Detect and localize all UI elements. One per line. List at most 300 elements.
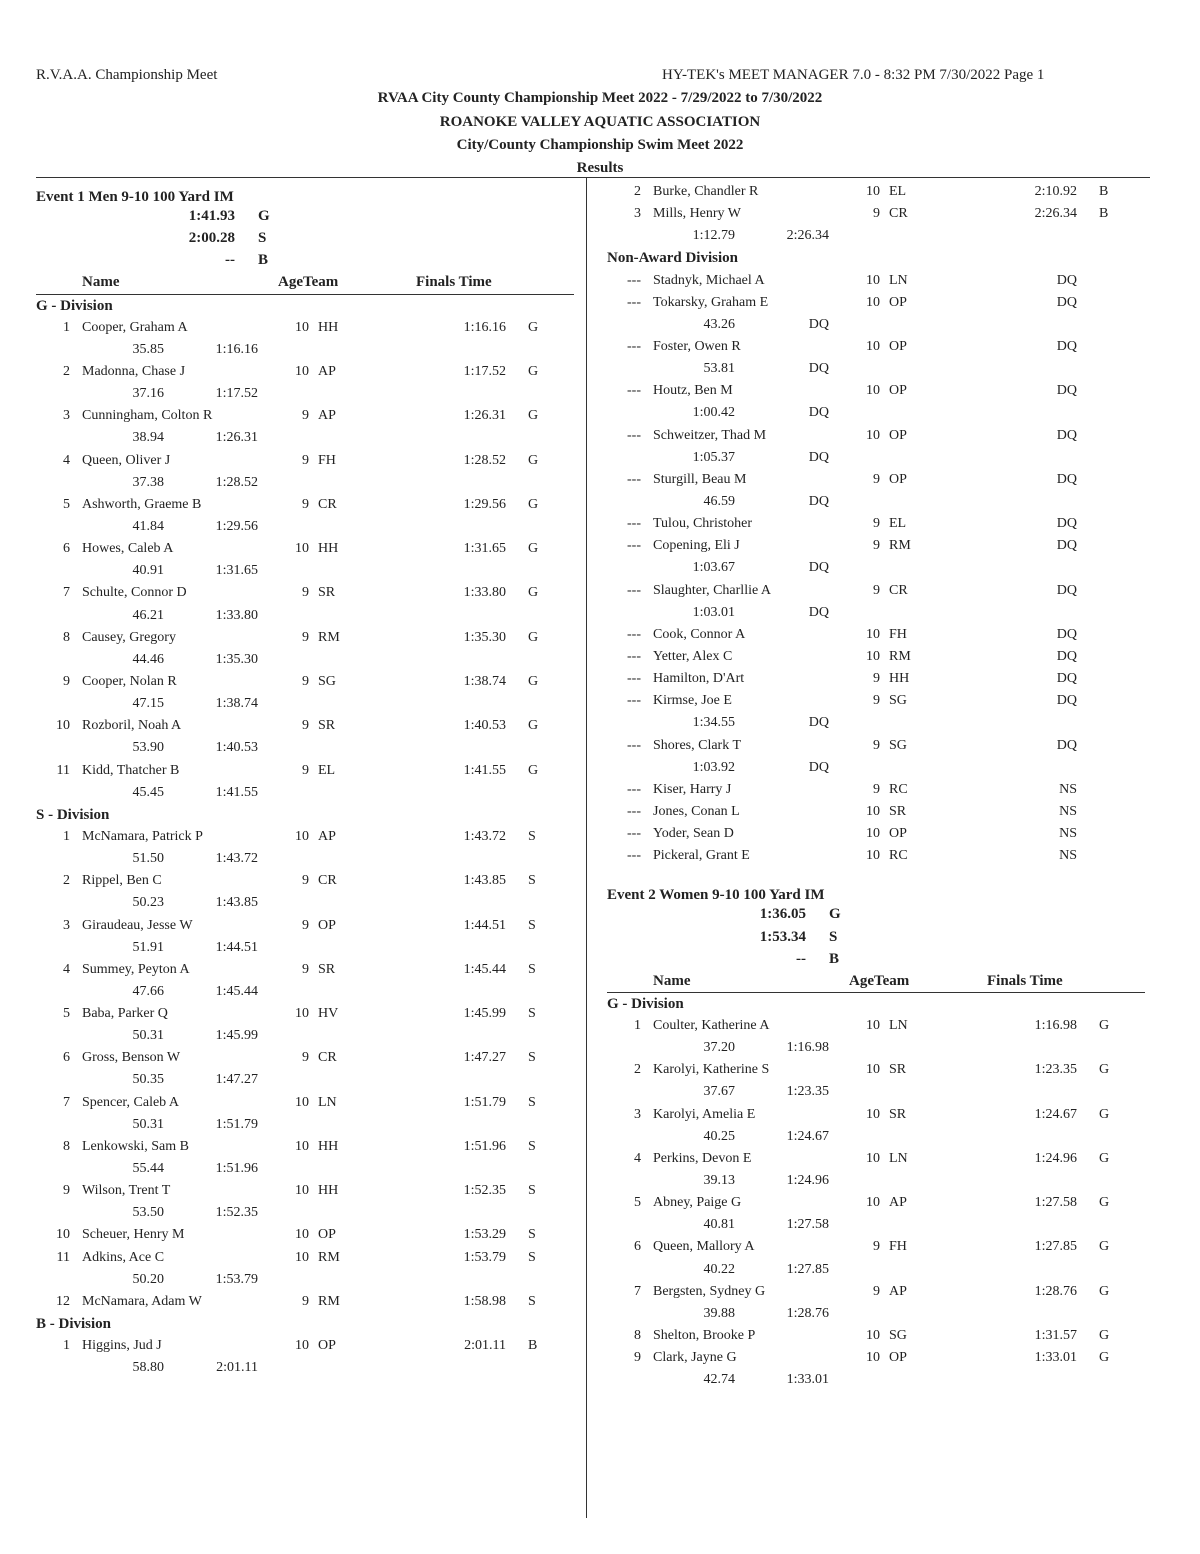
team-code: CR <box>889 582 908 598</box>
swimmer-age: 10 <box>295 1249 309 1265</box>
finals-time: DQ <box>1056 338 1077 354</box>
team-code: CR <box>318 1050 337 1066</box>
split-row <box>36 892 576 914</box>
cumulative-time: 1:24.67 <box>786 1128 829 1144</box>
split-row <box>607 1170 1152 1192</box>
standard-achieved: G <box>528 762 539 778</box>
split-time: 41.84 <box>132 518 164 534</box>
cumulative-time: DQ <box>808 604 829 620</box>
team-code: LN <box>889 1018 908 1034</box>
cumulative-time: 1:43.85 <box>215 895 258 911</box>
division-title: Non-Award Division <box>607 250 738 267</box>
standard-achieved: B <box>1099 206 1109 222</box>
split-row <box>607 602 1152 624</box>
result-row <box>36 317 576 339</box>
swimmer-name: Tulou, Christoher <box>653 516 753 532</box>
swimmer-age: 9 <box>302 452 309 468</box>
result-row <box>607 535 1152 557</box>
result-row <box>607 380 1152 402</box>
team-code: RM <box>318 1293 340 1309</box>
swimmer-name: Tokarsky, Graham E <box>653 294 769 310</box>
result-row <box>607 1015 1152 1037</box>
team-code: FH <box>318 452 336 468</box>
swimmer-name: Kirmse, Joe E <box>653 693 732 709</box>
swimmer-name: Mills, Henry W <box>653 206 742 222</box>
place: 7 <box>634 1283 641 1299</box>
split-row <box>607 757 1152 779</box>
column-header-row <box>607 970 1145 993</box>
standard-code: S <box>829 928 838 945</box>
swimmer-name: Gross, Benson W <box>82 1050 181 1066</box>
place: 5 <box>634 1195 641 1211</box>
split-time: 1:03.67 <box>692 560 735 576</box>
split-row <box>607 1037 1152 1059</box>
finals-time: 2:01.11 <box>464 1338 506 1354</box>
standard-achieved: G <box>528 496 539 512</box>
swimmer-name: Shelton, Brooke P <box>653 1328 756 1344</box>
place: 3 <box>63 408 70 424</box>
spacer <box>607 867 1152 879</box>
team-code: HH <box>318 541 339 557</box>
place: --- <box>627 803 641 819</box>
split-time: 35.85 <box>132 341 164 357</box>
team-code: SR <box>318 718 336 734</box>
finals-time: DQ <box>1056 582 1077 598</box>
cumulative-time: 1:16.16 <box>215 341 258 357</box>
place: --- <box>627 848 641 864</box>
split-row <box>607 1369 1152 1391</box>
split-row <box>36 981 576 1003</box>
place: 12 <box>56 1293 70 1309</box>
finals-time: DQ <box>1056 538 1077 554</box>
division-heading <box>607 247 1152 269</box>
finals-time: 1:45.99 <box>463 1006 506 1022</box>
swimmer-name: Yetter, Alex C <box>653 648 733 664</box>
place: 10 <box>56 1227 70 1243</box>
cumulative-time: DQ <box>808 715 829 731</box>
result-row <box>36 715 576 737</box>
place: 6 <box>63 541 70 557</box>
event-title: Event 1 Men 9-10 100 Yard IM <box>36 189 234 205</box>
swimmer-age: 9 <box>873 471 880 487</box>
swimmer-name: Schweitzer, Thad M <box>653 427 767 443</box>
standard-time: -- <box>225 252 235 269</box>
split-time: 50.23 <box>132 895 164 911</box>
swimmer-age: 10 <box>295 1138 309 1154</box>
team-code: AP <box>889 1195 907 1211</box>
swimmer-age: 10 <box>866 1106 880 1122</box>
split-time: 1:03.92 <box>692 759 735 775</box>
team-code: HH <box>318 1138 339 1154</box>
standard-achieved: G <box>528 718 539 734</box>
swimmer-name: Queen, Mallory A <box>653 1239 755 1255</box>
cumulative-time: DQ <box>808 560 829 576</box>
team-code: OP <box>318 917 336 933</box>
team-code: RM <box>318 629 340 645</box>
finals-time: DQ <box>1056 383 1077 399</box>
swimmer-age: 10 <box>866 626 880 642</box>
swimmer-age: 9 <box>302 873 309 889</box>
event-heading <box>607 879 1152 903</box>
software-page-info: HY-TEK's MEET MANAGER 7.0 - 8:32 PM 7/30/2022 Page 1 <box>662 67 1045 83</box>
standard-achieved: S <box>528 961 536 977</box>
swimmer-name: Slaughter, Charllie A <box>653 582 772 598</box>
swimmer-name: Rozboril, Noah A <box>82 718 182 734</box>
split-time: 50.31 <box>132 1116 164 1132</box>
division-title: G - Division <box>36 297 113 314</box>
standard-time: 1:53.34 <box>759 928 806 945</box>
finals-time: 1:58.98 <box>463 1293 506 1309</box>
cumulative-time: DQ <box>808 316 829 332</box>
swimmer-name: Abney, Paige G <box>653 1195 742 1211</box>
swimmer-age: 9 <box>302 718 309 734</box>
swimmer-name: Madonna, Chase J <box>82 363 186 379</box>
standard-achieved: S <box>528 1183 536 1199</box>
result-row <box>607 1347 1152 1369</box>
team-code: EL <box>889 184 907 199</box>
split-time: 55.44 <box>132 1161 164 1177</box>
split-time: 40.25 <box>703 1128 735 1144</box>
swimmer-name: Karolyi, Amelia E <box>653 1106 756 1122</box>
swimmer-age: 9 <box>302 762 309 778</box>
place: --- <box>627 471 641 487</box>
swimmer-age: 10 <box>866 272 880 288</box>
team-code: SG <box>318 673 336 689</box>
qualifying-standard <box>607 926 1152 948</box>
place: 2 <box>634 1062 641 1078</box>
swimmer-age: 10 <box>295 363 309 379</box>
swimmer-name: Lenkowski, Sam B <box>82 1138 189 1154</box>
place: 6 <box>63 1050 70 1066</box>
column-ageteam-header: AgeTeam <box>278 274 339 291</box>
finals-time: 1:24.67 <box>1034 1106 1077 1122</box>
standard-time: 1:41.93 <box>188 208 235 224</box>
team-code: FH <box>889 626 907 642</box>
standard-achieved: G <box>528 673 539 689</box>
swimmer-age: 10 <box>866 1328 880 1344</box>
finals-time: 2:26.34 <box>1034 206 1077 222</box>
place: --- <box>627 272 641 288</box>
finals-time: 1:26.31 <box>463 408 506 424</box>
place: 3 <box>634 1106 641 1122</box>
swimmer-name: Clark, Jayne G <box>653 1350 737 1366</box>
finals-time: 1:16.16 <box>463 319 506 335</box>
standard-achieved: G <box>1099 1239 1110 1255</box>
result-row <box>607 1059 1152 1081</box>
finals-time: DQ <box>1056 626 1077 642</box>
finals-time: 1:31.65 <box>463 541 506 557</box>
swimmer-age: 9 <box>873 206 880 222</box>
finals-time: 1:23.35 <box>1034 1062 1077 1078</box>
finals-time: 1:53.29 <box>463 1227 506 1243</box>
result-row <box>607 624 1152 646</box>
place: 4 <box>63 452 70 468</box>
swimmer-age: 10 <box>295 319 309 335</box>
finals-time: 1:44.51 <box>463 917 506 933</box>
result-row <box>607 1281 1152 1303</box>
swimmer-name: Burke, Chandler R <box>653 184 759 199</box>
finals-time: 1:45.44 <box>463 961 506 977</box>
cumulative-time: 2:01.11 <box>216 1360 258 1376</box>
swimmer-name: Stadnyk, Michael A <box>653 272 765 288</box>
result-row <box>607 646 1152 668</box>
cumulative-time: 1:35.30 <box>215 651 258 667</box>
team-code: SR <box>889 1062 907 1078</box>
division-title: S - Division <box>36 806 110 823</box>
column-finals-header: Finals Time <box>987 972 1063 989</box>
split-time: 37.20 <box>703 1040 735 1056</box>
split-time: 40.81 <box>703 1217 735 1233</box>
swimmer-age: 9 <box>302 585 309 601</box>
swimmer-age: 10 <box>295 1338 309 1354</box>
split-time: 1:00.42 <box>692 405 735 421</box>
team-code: AP <box>318 408 336 424</box>
finals-time: 1:27.85 <box>1034 1239 1077 1255</box>
team-code: OP <box>889 826 907 842</box>
place: 1 <box>634 1018 641 1034</box>
cumulative-time: DQ <box>808 759 829 775</box>
team-code: CR <box>318 873 337 889</box>
swimmer-name: Cunningham, Colton R <box>82 408 213 424</box>
cumulative-time: DQ <box>808 361 829 377</box>
result-row <box>607 270 1152 292</box>
finals-time: NS <box>1059 803 1077 819</box>
column-ageteam-header: AgeTeam <box>849 972 910 989</box>
split-row <box>607 314 1152 336</box>
standard-achieved: G <box>1099 1018 1110 1034</box>
finals-time: 1:35.30 <box>463 629 506 645</box>
finals-time: 1:31.57 <box>1034 1328 1077 1344</box>
team-code: OP <box>889 427 907 443</box>
standard-achieved: G <box>1099 1062 1110 1078</box>
cumulative-time: 1:26.31 <box>215 430 258 446</box>
place: 3 <box>63 917 70 933</box>
split-time: 50.35 <box>132 1072 164 1088</box>
swimmer-name: Copening, Eli J <box>653 538 740 554</box>
split-row <box>607 447 1152 469</box>
team-code: EL <box>318 762 336 778</box>
swimmer-name: Coulter, Katherine A <box>653 1018 770 1034</box>
finals-time: DQ <box>1056 693 1077 709</box>
team-code: LN <box>318 1094 337 1110</box>
swimmer-age: 9 <box>302 496 309 512</box>
place: 1 <box>63 828 70 844</box>
right-results-column <box>607 181 1152 1391</box>
swim-meet-title: City/County Championship Swim Meet 2022 <box>456 137 744 153</box>
cumulative-time: DQ <box>808 405 829 421</box>
result-row <box>607 845 1152 867</box>
place: 9 <box>63 1183 70 1199</box>
place: --- <box>627 671 641 687</box>
split-row <box>607 1126 1152 1148</box>
team-code: SR <box>889 1106 907 1122</box>
qualifying-standard <box>36 249 576 271</box>
swimmer-age: 10 <box>295 1094 309 1110</box>
swimmer-age: 10 <box>295 1183 309 1199</box>
cumulative-time: 1:33.01 <box>786 1372 829 1388</box>
place: --- <box>627 826 641 842</box>
place: 8 <box>634 1328 641 1344</box>
team-code: LN <box>889 1150 908 1166</box>
place: --- <box>627 781 641 797</box>
standard-achieved: S <box>528 1293 536 1309</box>
result-row <box>607 469 1152 491</box>
swimmer-age: 10 <box>866 427 880 443</box>
standard-achieved: G <box>528 541 539 557</box>
split-row <box>607 491 1152 513</box>
split-time: 53.50 <box>132 1205 164 1221</box>
result-row <box>607 1192 1152 1214</box>
swimmer-age: 10 <box>866 1195 880 1211</box>
split-row <box>36 605 576 627</box>
place: --- <box>627 582 641 598</box>
standard-time: 1:36.05 <box>759 906 806 923</box>
standard-achieved: B <box>528 1338 538 1354</box>
team-code: AP <box>318 363 336 379</box>
swimmer-age: 9 <box>302 917 309 933</box>
swimmer-age: 9 <box>873 538 880 554</box>
standard-code: G <box>829 906 841 923</box>
place: --- <box>627 338 641 354</box>
finals-time: 1:52.35 <box>463 1183 506 1199</box>
cumulative-time: DQ <box>808 449 829 465</box>
swimmer-name: Perkins, Devon E <box>653 1150 752 1166</box>
finals-time: DQ <box>1056 427 1077 443</box>
team-code: OP <box>889 338 907 354</box>
cumulative-time: 1:24.96 <box>786 1173 829 1189</box>
cumulative-time: 1:45.44 <box>215 983 258 999</box>
standard-achieved: G <box>528 585 539 601</box>
cumulative-time: 1:45.99 <box>215 1028 258 1044</box>
place: 11 <box>56 762 70 778</box>
team-code: OP <box>318 1338 336 1354</box>
cumulative-time: 2:26.34 <box>786 228 829 244</box>
swimmer-name: Howes, Caleb A <box>82 541 174 557</box>
cumulative-time: 1:33.80 <box>215 607 258 623</box>
finals-time: 1:28.76 <box>1034 1283 1077 1299</box>
team-code: SG <box>889 693 907 709</box>
result-row <box>607 690 1152 712</box>
place: --- <box>627 294 641 310</box>
finals-time: DQ <box>1056 294 1077 310</box>
split-row <box>607 225 1152 247</box>
swimmer-age: 9 <box>302 629 309 645</box>
cumulative-time: DQ <box>808 493 829 509</box>
swimmer-name: Kidd, Thatcher B <box>82 762 180 778</box>
place: 2 <box>63 873 70 889</box>
place: 8 <box>63 629 70 645</box>
result-row <box>607 668 1152 690</box>
swimmer-name: Summey, Peyton A <box>82 961 190 977</box>
swimmer-age: 10 <box>866 1150 880 1166</box>
cumulative-time: 1:27.85 <box>786 1261 829 1277</box>
qualifying-standard <box>36 227 576 249</box>
team-code: SR <box>889 803 907 819</box>
result-row <box>607 735 1152 757</box>
split-time: 37.67 <box>703 1084 735 1100</box>
result-row <box>607 203 1152 225</box>
column-name-header: Name <box>82 274 120 291</box>
standard-achieved: G <box>1099 1106 1110 1122</box>
place: 6 <box>634 1239 641 1255</box>
team-code: RC <box>889 848 908 864</box>
team-code: RC <box>889 781 908 797</box>
finals-time: NS <box>1059 848 1077 864</box>
team-code: OP <box>889 294 907 310</box>
standard-achieved: S <box>528 1050 536 1066</box>
finals-time: NS <box>1059 781 1077 797</box>
split-time: 46.59 <box>703 493 735 509</box>
finals-time: 1:16.98 <box>1034 1018 1077 1034</box>
finals-time: NS <box>1059 826 1077 842</box>
cumulative-time: 1:47.27 <box>215 1072 258 1088</box>
place: 3 <box>634 206 641 222</box>
team-code: HH <box>318 1183 339 1199</box>
result-row <box>36 450 576 472</box>
standard-achieved: G <box>1099 1350 1110 1366</box>
cumulative-time: 1:51.79 <box>215 1116 258 1132</box>
swimmer-name: Yoder, Sean D <box>653 826 734 842</box>
standard-achieved: S <box>528 1138 536 1154</box>
standard-achieved: S <box>528 1227 536 1243</box>
standard-achieved: G <box>528 408 539 424</box>
standard-achieved: S <box>528 917 536 933</box>
standard-achieved: S <box>528 828 536 844</box>
team-code: HH <box>889 671 910 687</box>
standard-achieved: G <box>1099 1328 1110 1344</box>
swimmer-age: 10 <box>295 541 309 557</box>
place: 11 <box>56 1249 70 1265</box>
split-row <box>36 560 576 582</box>
place: 9 <box>634 1350 641 1366</box>
standard-achieved: S <box>528 1249 536 1265</box>
place: --- <box>627 693 641 709</box>
split-row <box>607 1081 1152 1103</box>
place: 4 <box>63 961 70 977</box>
cumulative-time: 1:29.56 <box>215 518 258 534</box>
swimmer-age: 10 <box>866 826 880 842</box>
place: --- <box>627 737 641 753</box>
result-row <box>607 336 1152 358</box>
place: 2 <box>634 184 641 199</box>
swimmer-name: Adkins, Ace C <box>82 1249 165 1265</box>
finals-time: DQ <box>1056 471 1077 487</box>
cumulative-time: 1:17.52 <box>215 386 258 402</box>
team-code: AP <box>318 828 336 844</box>
place: 10 <box>56 718 70 734</box>
swimmer-age: 9 <box>873 516 880 532</box>
swimmer-name: Shores, Clark T <box>653 737 742 753</box>
finals-time: 1:38.74 <box>463 673 506 689</box>
finals-time: DQ <box>1056 648 1077 664</box>
result-row <box>607 425 1152 447</box>
team-code: HV <box>318 1006 339 1022</box>
division-title: B - Division <box>36 1316 112 1333</box>
cumulative-time: 1:28.76 <box>786 1305 829 1321</box>
place: --- <box>627 383 641 399</box>
swimmer-age: 9 <box>873 582 880 598</box>
team-code: AP <box>889 1283 907 1299</box>
place: 7 <box>63 1094 70 1110</box>
team-code: EL <box>889 516 907 532</box>
split-time: 1:12.79 <box>692 228 735 244</box>
split-row <box>607 557 1152 579</box>
finals-time: 1:33.01 <box>1034 1350 1077 1366</box>
swimmer-age: 10 <box>295 1006 309 1022</box>
standard-time: 2:00.28 <box>188 230 235 247</box>
swimmer-age: 10 <box>866 1062 880 1078</box>
swimmer-age: 9 <box>873 1283 880 1299</box>
